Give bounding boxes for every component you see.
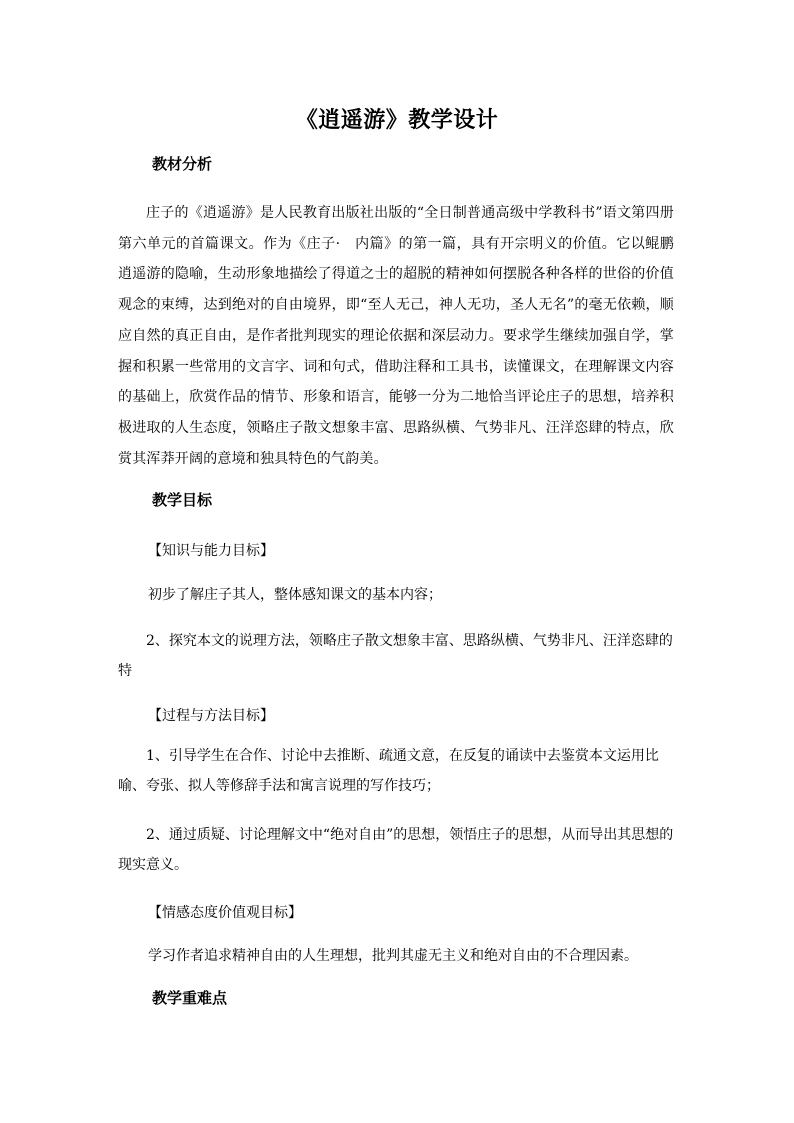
process-item-1: 1、引导学生在合作、讨论中去推断、疏通文意，在反复的诵读中去鉴赏本文运用比喻、夸张、拟人等修辞手法和寓言说理的写作技巧； [118,748,659,794]
subheading-knowledge: 【知识与能力目标】 [148,543,274,559]
emotion-item-1: 学习作者追求精神自由的人生理想，批判其虚无主义和绝对自由的不合理因素。 [148,948,638,964]
knowledge-item-2: 2、探究本文的说理方法，领略庄子散文想象丰富、思路纵横、气势非凡、汪洋恣肆的特 [118,633,673,679]
section-heading-difficulty: 教学重难点 [152,989,228,1007]
section-heading-analysis: 教材分析 [152,155,213,173]
knowledge-item-1: 初步了解庄子其人，整体感知课文的基本内容； [148,587,442,603]
subheading-process: 【过程与方法目标】 [148,708,274,724]
subheading-emotion: 【情感态度价值观目标】 [148,905,302,921]
section-heading-objectives: 教学目标 [152,491,213,509]
analysis-paragraph: 庄子的《逍遥游》是人民教育出版社出版的“全日制普通高级中学教科书”语文第四册第六单元的首篇课文。作为《庄子· 内篇》的第一篇，具有开宗明义的价值。它以鲲鹏逍遥游的隐喻，生动形象地描绘了得道之士的超脱的精神如何摆脱各种各样的世俗的价值观念的束缚，达到绝对的自由境界，即“至人无己，神人无功，圣人无名”的毫无依赖，顺应自然的真正自由，是作者批判现实的理论依据和深层动力。要求学生继续加强自学，掌握和积累一些常用的文言字、词和句式，借助注释和工具书，读懂课文，在理解课文内容的基础上，欣赏作品的情节、形象和语言，能够一分为二地恰当评论庄子的思想，培养积极进取的人生态度，领略庄子散文想象丰富、思路纵横、气势非凡、汪洋恣肆的特点，欣赏其浑莽开阔的意境和独具特色的气韵美。 [118,205,674,467]
process-item-2: 2、通过质疑、讨论理解文中“绝对自由”的思想，领悟庄子的思想，从而导出其思想的现实意义。 [118,827,674,873]
page-title: 《逍遥游》教学设计 [295,107,499,133]
